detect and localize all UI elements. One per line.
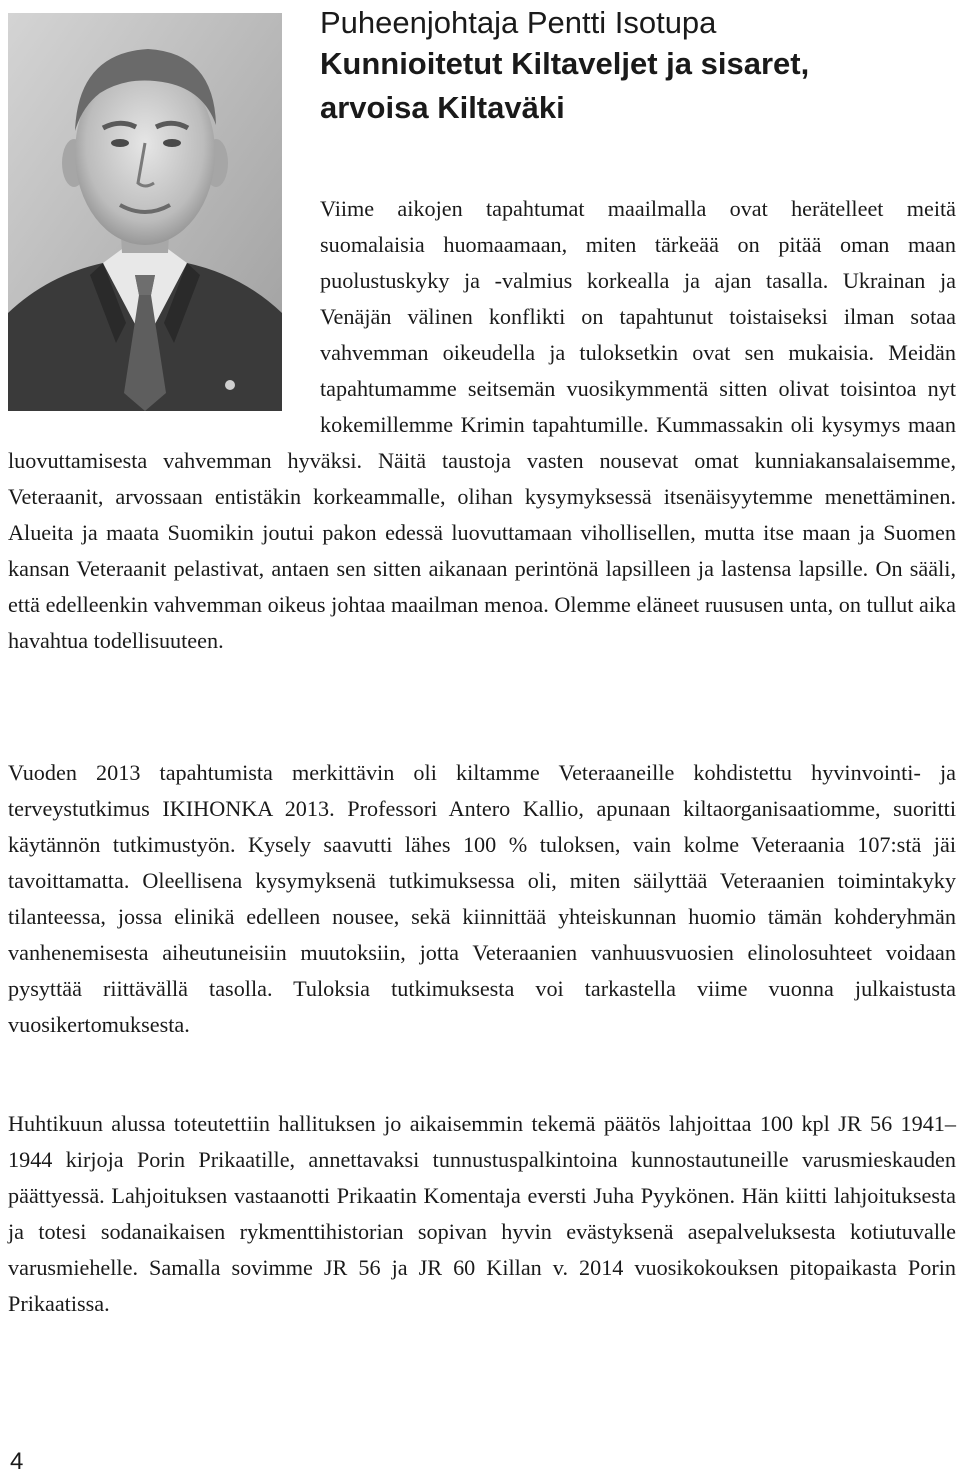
author-byline: Puheenjohtaja Pentti Isotupa [320,5,717,40]
paragraph-2: Vuoden 2013 tapahtumista merkittävin oli kiltamme Veteraaneille kohdistettu hyvinvointi- ja terveystutkimus IKIHONKA 2013. Professori Antero Kallio, apunaan kiltaorganisaatiomme, suoritti käytännön tutkimustyön. Kysely saavutti lähes 100 % tuloksen, vain kolme Veteraania 107:stä jäi tavoittamatta. Oleellisena kysymyksenä tutkimuksessa oli, miten säilyttää Veteraanien toimintakyky tilanteessa, jossa elinikä edelleen nousee, sekä kiinnittää yhteiskunnan huomio tämän kohderyhmän vanhenemisesta aiheutuneisiin muutoksiin, jotta Veteraanien vanhuusvuosien elinolosuhteet voidaan pysyttää riittävällä tasolla. Tuloksia tutkimuksesta voi tarkastella viime vuonna julkaistusta vuosikertomuksesta. [8,760,956,1037]
article-title-line-1: Kunnioitetut Kiltaveljet ja sisaret, [320,46,810,81]
article-title-line-2: arvoisa Kiltaväki [320,90,565,125]
paragraph-1 [8,191,956,659]
page-number: 4 [10,1448,24,1475]
paragraph-1-text: Viime aikojen tapahtumat maailmalla ovat herätelleet meitä suomalaisia huomaamaan, miten tärkeää on pitää oman maan puolustuskyky ja -valmius korkealla ja ajan tasalla. Ukrainan ja Venäjän välinen konflikti on tapahtunut toistaiseksi ilman sotaa vahvemman oikeudella ja tuloksetkin ovat sen mukaisia. Meidän tapahtumamme seitsemän vuosikymmentä sitten olivat toisintoa nyt kokemillemme Krimin tapahtumille. Kummassakin oli kysymys maan luovuttamisesta vahvemman hyväksi. Näitä taustoja vasten nousevat omat kunniakansalaisemme, Veteraanit, arvossaan entistäkin korkeammalle, olihan kysymyksessä itsenäisyytemme menettäminen. Alueita ja maata Suomikin joutui pakon edessä luovuttamaan vihollisellen, mutta itse maan ja Suomen kansan Veteraanit pelastivat, antaen sen sitten aikanaan perintönä lapsilleen ja lastensa lapsille. On sääli, että edelleenkin vahvemman oikeus johtaa maailman menoa. Olemme eläneet ruususen unta, on tullut aika havahtua todellisuuteen. [8,196,956,653]
article-header [320,4,940,130]
paragraph-3: Huhtikuun alussa toteutettiin hallituksen jo aikaisemmin tekemä päätös lahjoittaa 100 kpl JR 56 1941–1944 kirjoja Porin Prikaatille, annettavaksi tunnustuspalkintoina kunnostautuneille varusmieskauden päättyessä. Lahjoituksen vastaanotti Prikaatin Komentaja eversti Juha Pyykönen. Hän kiitti lahjoituksesta ja totesi sodanaikaisen rykmenttihistorian sopivan hyvin evästyksenä asepalveluksesta kotiutuvalle varusmiehelle. Samalla sovimme JR 56 ja JR 60 Killan v. 2014 vuosikokouksen pitopaikasta Porin Prikaatissa. [8,1111,956,1316]
photo-wrap-spacer [8,191,320,443]
